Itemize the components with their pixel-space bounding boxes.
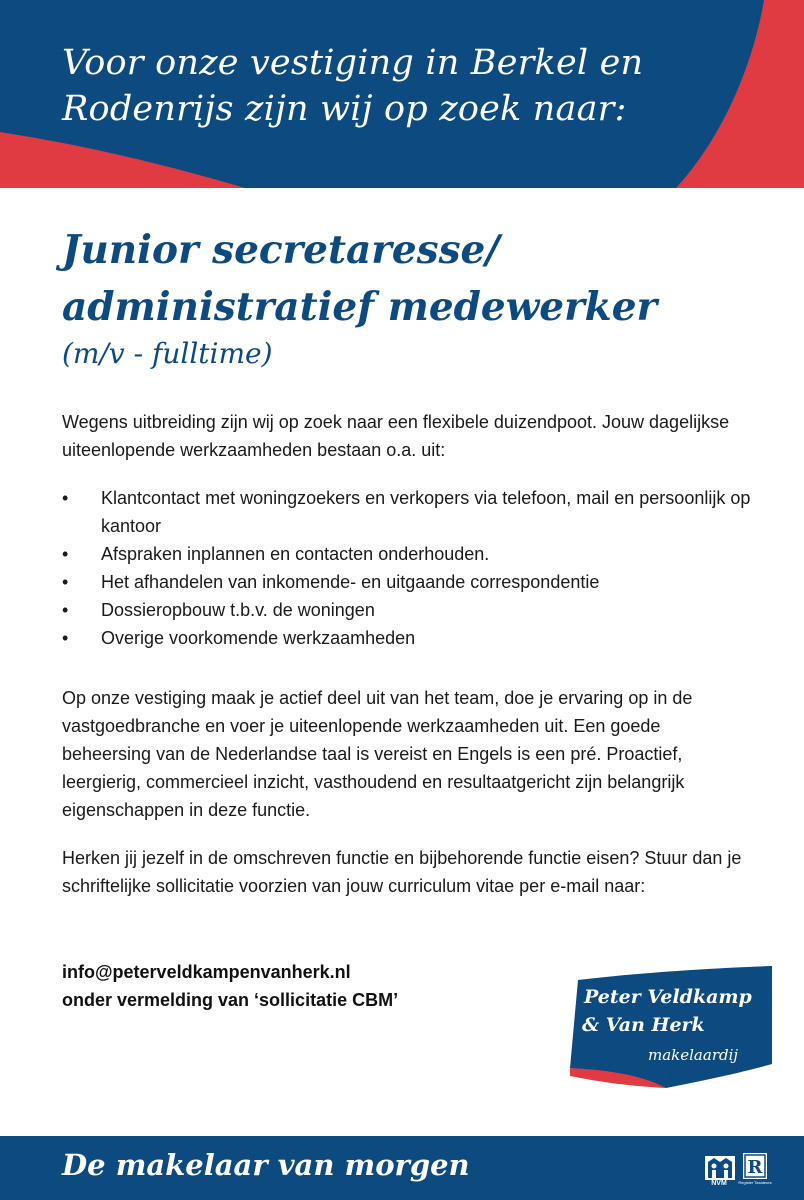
footer-bar: [0, 1136, 804, 1200]
job-subtitle: (m/v - fulltime): [62, 337, 273, 370]
header-line-2: Rodenrijs zijn wij op zoek naar:: [62, 89, 627, 129]
bullet-icon: •: [62, 600, 69, 620]
task-text: Klantcontact met woningzoekers en verkopers via telefoon, mail en persoonlijk op kantoor: [101, 488, 751, 536]
task-list-item: [62, 596, 752, 624]
job-title-line-1: Junior secretaresse/: [62, 227, 500, 273]
contact-block: [62, 958, 398, 1014]
register-letter: R: [747, 1157, 763, 1178]
bullet-icon: •: [62, 544, 69, 564]
footer-slogan: De makelaar van morgen: [62, 1148, 470, 1182]
task-list-item: [62, 568, 752, 596]
task-list-item: [62, 540, 752, 568]
task-list: [62, 484, 752, 652]
task-text: Het afhandelen van inkomende- en uitgaande correspondentie: [101, 572, 600, 592]
task-list-item: [62, 624, 752, 652]
logo-tagline: makelaardij: [648, 1046, 739, 1064]
register-taxateurs-icon: [742, 1152, 768, 1180]
subject-note: onder vermelding van ‘sollicitatie CBM’: [62, 990, 399, 1010]
task-text: Afspraken inplannen en contacten onderhouden.: [101, 544, 490, 564]
bullet-icon: •: [62, 488, 69, 508]
team-paragraph: Op onze vestiging maak je actief deel uit van het team, doe je ervaring op in de vastgoedbranche en voer je uiteenlopende werkzaamheden uit. Een goede beheersing van de Nederlandse taal is vereist en Engels is een pré. Proactief, leergierig, commercieel inzicht, vasthoudend en resultaatgericht zijn belangrijk eigenschappen in deze functie.: [62, 688, 693, 820]
intro-paragraph: Wegens uitbreiding zijn wij op zoek naar een flexibele duizendpoot. Jouw dagelijkse uiteenlopende werkzaamheden bestaan o.a. uit:: [62, 412, 730, 460]
email-link[interactable]: info@peterveldkampenvanherk.nl: [62, 962, 351, 982]
job-title-line-2: administratief medewerker: [62, 284, 658, 330]
header-heading: [62, 40, 643, 132]
job-title: [62, 222, 762, 336]
bullet-icon: •: [62, 628, 69, 648]
application-paragraph: Herken jij jezelf in de omschreven functie en bijbehorende functie eisen? Stuur dan je schriftelijke sollicitatie voorzien van jouw curriculum vitae per e-mail naar:: [62, 848, 742, 896]
task-list-item: [62, 484, 752, 540]
logo-name-line-1: Peter Veldkamp: [584, 986, 752, 1008]
header-banner: [0, 0, 804, 188]
bullet-icon: •: [62, 572, 69, 592]
company-logo: [566, 966, 776, 1092]
nvm-label: NVM: [711, 1180, 727, 1187]
register-label: Register Taxateurs: [738, 1180, 772, 1185]
logo-name-line-2: & Van Herk: [582, 1014, 705, 1036]
task-text: Overige voorkomende werkzaamheden: [101, 628, 416, 648]
task-text: Dossieropbouw t.b.v. de woningen: [101, 600, 375, 620]
header-line-1: Voor onze vestiging in Berkel en: [62, 43, 644, 83]
